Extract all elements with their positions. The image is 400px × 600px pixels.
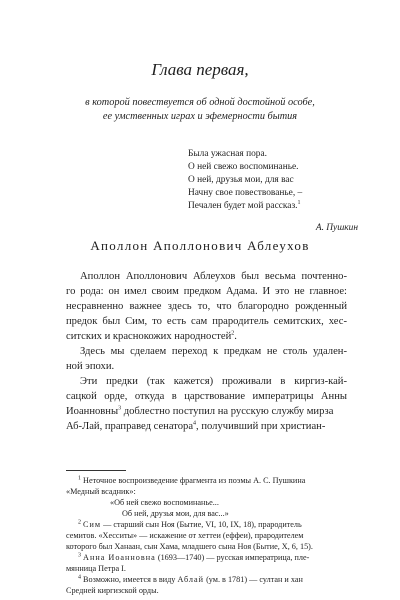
footnote-ref: 4 [193,420,197,427]
text-line [66,404,347,419]
text-line: несравненно важнее здесь то, что благородно рожденный [66,301,347,312]
text-line: Аполлон Аполлонович Аблеухов был весьма почтенно- [80,271,347,282]
footnote-verse: «Об ней свежо воспоминанье... [110,498,219,507]
footnote-line [66,552,347,563]
footnote-divider [66,470,126,471]
epigraph-line-text: Печален будет мой рассказ. [188,201,298,211]
footnote-name: Сим [83,520,102,529]
footnote-name: Анна Иоанновна [83,553,156,562]
footnote-text: (ум. в 1781) — султан и хан [204,575,303,584]
text-line-part: Аб-Лай, праправед сенатора [66,421,194,432]
main-text [66,269,347,434]
epigraph-line: Начну свое повествованье, – [188,188,303,198]
footnote-text: (1693—1740) — русская императрица, пле- [155,553,310,562]
chapter-subtitle-line: в которой повествуется об одной достойной особе, [85,97,315,108]
footnote-line [66,475,347,486]
footnote-line: которого был Ханаан, сын Хама, младшего сына Ноя (Бытие, X, 6, 15). [66,542,313,551]
footnote-number: 4 [78,574,81,581]
text-line: ной эпохи. [66,361,115,372]
footnote-line [66,574,347,585]
footnotes [66,475,347,596]
text-line [66,329,347,344]
footnote-number: 1 [78,475,81,482]
text-line: го рода: он имел своим предком Адама. И это не главное: [66,286,347,297]
text-line [66,419,347,434]
footnote-text: Неточное воспроизведение фрагмента из поэмы А. С. Пушкина [81,476,306,485]
text-line: Эти предки (так кажется) проживали в киргиз-кай- [80,376,347,387]
text-line: сацкой орде, откуда в царствование императрицы Анны [66,391,347,402]
text-line: предок был Сим, то есть сам прародитель семитских, хес- [66,316,347,327]
footnote-ref: 1 [297,199,301,206]
text-line-part: , получивший при христиан- [196,421,326,432]
chapter-subtitle [60,96,340,124]
footnote-line: мянница Петра I. [66,564,126,573]
chapter-subtitle-line: ее умственных играх и эфемерности бытия [102,111,298,122]
text-line-part: Иоанновны [66,406,119,417]
footnote-ref: 2 [231,330,235,337]
footnote-number: 3 [78,552,81,559]
footnote-line [66,519,347,530]
footnote-ref: 3 [118,405,122,412]
footnote-text: Возможно, имеется в виду [81,575,178,584]
footnote-name: Аблай [177,575,205,584]
text-line-part: . [234,331,237,342]
footnote-line: «Медный всадник»: [66,487,136,496]
footnote-line: семитов. «Хесситы» — искажение от хеттеи (еффеи), прародителем [66,531,304,540]
chapter-title: Глава первая, [151,60,249,79]
epigraph-line: О ней, друзья мои, для вас [188,175,294,185]
text-line-part: доблестно поступил на русскую службу мирза [121,406,334,417]
epigraph-line: О ней свежо воспоминанье. [188,162,299,172]
footnote-line: Средней киргизской орды. [66,586,159,595]
epigraph-line: Была ужасная пора. [188,149,267,159]
footnote-verse: Об ней, друзья мои, для вас...» [122,509,229,518]
section-title: Аполлон Аполлонович Аблеухов [90,238,310,253]
epigraph [188,148,358,235]
epigraph-line [188,200,358,213]
footnote-number: 2 [78,519,81,526]
epigraph-author: А. Пушкин [315,223,358,233]
text-line-part: ситских и краснокожих народностей [66,331,232,342]
text-line: Здесь мы сделаем переход к предкам не столь удален- [80,346,347,357]
footnote-text: — старший сын Ноя (Бытие, VI, 10, IX, 18), прародитель [101,520,302,529]
